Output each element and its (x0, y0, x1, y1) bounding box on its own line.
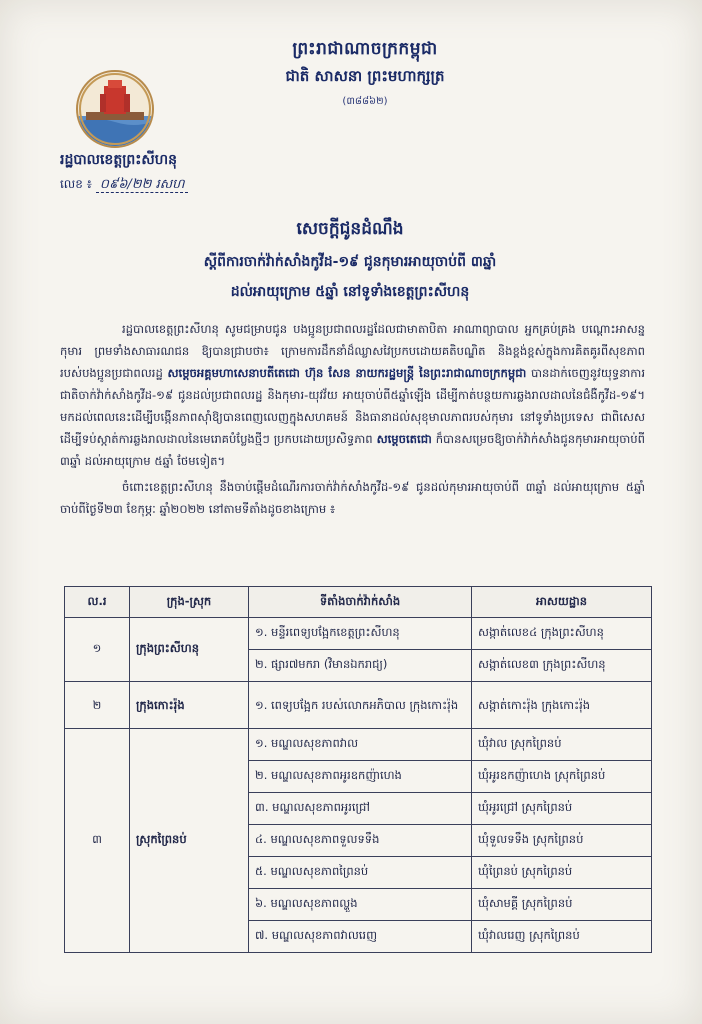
provincial-emblem-icon (76, 70, 154, 148)
group-number: ១ (65, 618, 130, 682)
site-cell: ៥. មណ្ឌលសុខភាពព្រៃនប់ (249, 857, 472, 889)
national-motto: ជាតិ សាសនា ព្រះមហាក្សត្រ (285, 67, 445, 85)
address-cell: សង្កាត់កោះរ៉ុង ក្រុងកោះរ៉ុង (472, 682, 652, 729)
site-cell: ១. មន្ទីរពេទ្យបង្អែកខេត្តព្រះសីហនុ (249, 618, 472, 650)
address-cell: ឃុំវាលរេញ ស្រុកព្រៃនប់ (472, 921, 652, 953)
motto-ornament: (៣៨៨៦២) (342, 96, 388, 107)
header-address: អាសយដ្ឋាន (472, 587, 652, 618)
reference-label: លេខ ៖ (60, 177, 92, 191)
address-cell: ឃុំអូរជ្រៅ ស្រុកព្រៃនប់ (472, 793, 652, 825)
site-cell: ១. ពេទ្យបង្អែក របស់លោកអភិបាល ក្រុងកោះរ៉ុង (249, 682, 472, 729)
group-district: ស្រុកព្រៃនប់ (130, 729, 249, 953)
sender-organization: រដ្ឋបាលខេត្តព្រះសីហនុ (60, 152, 177, 168)
site-cell: ២. មណ្ឌលសុខភាពអូរឧកញ៉ាហេង (249, 761, 472, 793)
table-row (65, 729, 652, 761)
address-cell: ឃុំសាមគ្គី ស្រុកព្រៃនប់ (472, 889, 652, 921)
reference-number (60, 176, 188, 195)
vaccination-sites-table (64, 586, 652, 953)
address-cell: សង្កាត់លេខ៤ ក្រុងព្រះសីហនុ (472, 618, 652, 650)
table-row (65, 618, 652, 650)
body-paragraph-2: ចំពោះខេត្តព្រះសីហនុ នឹងចាប់ផ្ដើមដំណើរការចាក់វ៉ាក់សាំងកូវីដ-១៩ ជូនដល់កុមារអាយុចាប់ពី ៣ឆ្នាំ ដល់អាយុក្រោម ៥ឆ្នាំ ចាប់ពីថ្ងៃទី២៣ ខែកុម្ភៈ ឆ្នាំ២០២២ នៅតាមទីតាំងដូចខាងក្រោម ៖ (60, 480, 645, 516)
notice-title: សេចក្ដីជូនដំណឹង (296, 219, 404, 239)
header-district: ក្រុង-ស្រុក (130, 587, 249, 618)
kingdom-heading: ព្រះរាជាណាចក្រកម្ពុជា (292, 39, 438, 59)
paragraph-1-text-a: រដ្ឋបាលខេត្តព្រះសីហនុ សូមជម្រាបជូន បងប្អូនប្រជាពលរដ្ឋដែលជាមាតាបិតា អាណាព្យាបាល អ្នកគ្រប់គ្រង បណ្ដោះអាសន្នកុមារ ព្រមទាំងសាធារណជន ឱ្យបានជ្រាបថា៖ ក្រោមការដឹកនាំដ៏ឈ្លាសវៃប្រកបដោយគតិបណ្ឌិត និងខ្ពង់ខ្ពស់ក្នុងការគិតគូរពីសុខភាពរបស់បងប្អូនប្រជាពលរដ្ឋ (60, 322, 645, 380)
site-cell: ៧. មណ្ឌលសុខភាពវាលរេញ (249, 921, 472, 953)
group-district: ក្រុងកោះរ៉ុង (130, 682, 249, 729)
site-cell: ២. ផ្សារ៧មករា (វិមានឯករាជ្យ) (249, 650, 472, 682)
address-cell: ឃុំព្រៃនប់ ស្រុកព្រៃនប់ (472, 857, 652, 889)
address-cell: ឃុំវាល ស្រុកព្រៃនប់ (472, 729, 652, 761)
paragraph-1-text-b: បានដាក់ចេញនូវយុទ្ធនាការជាតិចាក់វ៉ាក់សាំងកូវីដ-១៩ ជូនដល់ប្រជាពលរដ្ឋ និងកុមារ-យុវវ័យ អាយុចាប់ពី៥ឆ្នាំឡើង ដើម្បីកាត់បន្ថយការឆ្លងរាលដាលនៃជំងឺកូវីដ-១៩។ មកដល់ពេលនេះដើម្បីបង្កើនភាពស៊ាំឱ្យបានពេញលេញក្នុងសហគមន៍ និងធានាដល់សុខុមាលភាពរបស់កុមារ នៅទូទាំងប្រទេស ជាពិសេសដើម្បីទប់ស្កាត់ការឆ្លងរាលដាលនៃមេរោគបំប្លែងថ្មីៗ ប្រកបដោយប្រសិទ្ធភាព (60, 366, 646, 446)
site-cell: ១. មណ្ឌលសុខភាពវាល (249, 729, 472, 761)
paragraph-1-samdech: សម្តេចតេជោ (376, 432, 432, 446)
table-header-row (65, 587, 652, 618)
group-number: ៣ (65, 729, 130, 953)
group-district: ក្រុងព្រះសីហនុ (130, 618, 249, 682)
notice-title-block (110, 218, 590, 303)
address-cell: ឃុំទួលទទឹង ស្រុកព្រៃនប់ (472, 825, 652, 857)
letterhead (200, 38, 530, 109)
table-row (65, 682, 652, 729)
address-cell: សង្កាត់លេខ៣ ក្រុងព្រះសីហនុ (472, 650, 652, 682)
group-number: ២ (65, 682, 130, 729)
paragraph-1-prime-minister: សម្តេចអគ្គមហាសេនាបតីតេជោ ហ៊ុន សែន នាយករដ្ឋមន្ត្រី នៃព្រះរាជាណាចក្រកម្ពុជា (167, 366, 527, 380)
body-paragraph-1 (60, 318, 645, 472)
notice-subject-line-2: ដល់អាយុក្រោម ៥ឆ្នាំ នៅទូទាំងខេត្តព្រះសីហនុ (230, 284, 470, 300)
header-site: ទីតាំងចាក់វ៉ាក់សាំង (249, 587, 472, 618)
site-cell: ៦. មណ្ឌលសុខភាពល្ហួង (249, 889, 472, 921)
paragraph-1-text-c: ក៏បានសម្រេចឱ្យចាក់វ៉ាក់សាំងជូនកុមារអាយុចាប់ពី ៣ឆ្នាំ ដល់អាយុក្រោម ៥ឆ្នាំ ថែមទៀត។ (60, 432, 645, 468)
notice-body (60, 318, 645, 520)
reference-value: ០៩៦/២២ រសហ (96, 177, 189, 193)
address-cell: ឃុំអូរឧកញ៉ាហេង ស្រុកព្រៃនប់ (472, 761, 652, 793)
site-cell: ៤. មណ្ឌលសុខភាពទួលទទឹង (249, 825, 472, 857)
header-number: ល.រ (65, 587, 130, 618)
notice-subject-line-1: ស្ដីពីការចាក់វ៉ាក់សាំងកូវីដ-១៩ ជូនកុមារអាយុចាប់ពី ៣ឆ្នាំ (203, 254, 497, 270)
site-cell: ៣. មណ្ឌលសុខភាពអូរជ្រៅ (249, 793, 472, 825)
